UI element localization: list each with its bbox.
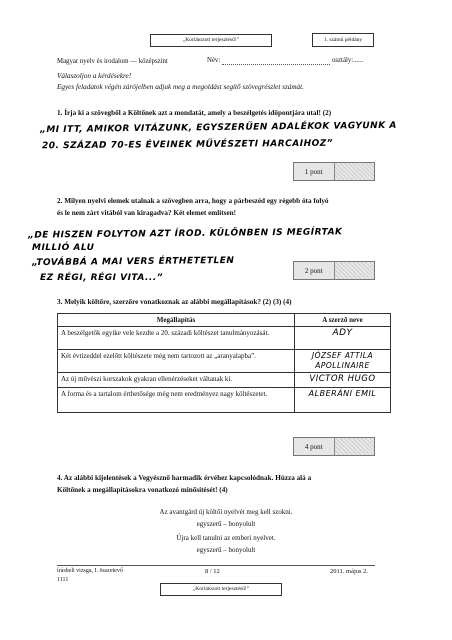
q2-score-label: 2 pont (294, 262, 335, 279)
q2-answer-line-2: MILLIÓ ALU (32, 243, 95, 253)
q2-answer-line-1: „DE HISZEN FOLYTON AZT ÍROD. KÜLÖNBEN IS MEGÍRTAK (27, 227, 343, 241)
q1-answer-line-2: 20. SZÁZAD 70-ES ÉVEINEK MŰVÉSZETI HARCAIHOZ” (41, 138, 334, 152)
table-row (58, 350, 391, 373)
question-3: 3. Melyik költőre, szerzőre vonatkoznak az alábbi megállapítások? (2) (3) (4) (57, 298, 292, 306)
q3-col-author: A szerző neve (295, 314, 391, 327)
question-1: 1. Írja ki a szövegből a Költőnek azt a mondatát, amely a beszélgetés időpontjára utal! (2) (57, 109, 332, 117)
instruction-line-2: Egyes feladatok végén zárójelben adjuk meg a megoldást segítő szövegrészlet számát. (57, 83, 304, 91)
class-label: osztály:...... (332, 57, 364, 64)
q3-table-header (58, 314, 391, 327)
q2-score-field (335, 262, 375, 279)
q1-score-field (335, 163, 375, 180)
q3-statement: Két évtizeddel ezelőtt költészete még nem tartozott az „aranyalapba”. (58, 350, 295, 373)
table-row (58, 327, 391, 350)
q3-answer: JÓZSEF ATTILA APOLLINAIRE (295, 350, 391, 373)
q3-table (57, 313, 391, 413)
footer-divider (57, 565, 375, 566)
q3-score-box (293, 437, 375, 456)
q4-options-1[interactable]: egyszerű – bonyolult (196, 520, 256, 528)
q2-answer-line-4: EZ RÉGI, RÉGI VITA...” (40, 273, 164, 283)
q1-score-box (293, 162, 375, 181)
q3-answer: VICTOR HUGO (295, 373, 391, 388)
q3-statement: Az új művészi korszakok gyakran ellenérzéseket váltanak ki. (58, 373, 295, 388)
q4-statement-1: Az avantgárd új költői nyelvét meg kell szokni. (159, 508, 293, 516)
footer-exam-label: írásbeli vizsga, I. összetevő (57, 568, 123, 574)
q3-answer: ADY (295, 327, 391, 350)
q3-answer: ALBERÁNI EMIL (295, 388, 391, 413)
question-2-line-2: és le nem zárt vitából van kiragadva? Két elemet említsen! (57, 209, 237, 217)
restricted-distribution-box-bottom: „Korlátozott terjesztésű!” (160, 583, 282, 596)
q3-score-label: 4 pont (294, 438, 335, 455)
name-label: Név: (207, 57, 221, 64)
q3-score-field (335, 438, 375, 455)
q2-answer-line-3: „TOVÁBBÁ A MAI VERS ÉRTHETETLEN (31, 255, 235, 269)
q1-score-label: 1 pont (294, 163, 335, 180)
restricted-distribution-box: „Korlátozott terjesztésű!” (150, 34, 272, 47)
name-field[interactable] (222, 63, 330, 65)
page-number: 8 / 12 (205, 568, 220, 575)
copy-number-box: 1. számú példány (312, 33, 374, 47)
q4-statement-2: Újra kell tanulni az emberi nyelvet. (176, 534, 276, 542)
q2-score-box (293, 261, 375, 280)
instruction-line-1: Válaszoljon a kérdésekre! (57, 72, 132, 80)
q3-statement: A beszélgetők egyike vele kezdte a 20. századi költészet tanulmányozását. (58, 327, 295, 350)
q3-col-statement: Megállapítás (58, 314, 295, 327)
footer-code: 1111 (57, 577, 69, 583)
question-4-line-1: 4. Az alábbi kijelentések a Vegyésznő harmadik érvéhez kapcsolódnak. Húzza alá a (57, 474, 312, 482)
table-row (58, 388, 391, 413)
table-row (58, 373, 391, 388)
question-2-line-1: 2. Milyen nyelvi elemek utalnak a szövegben arra, hogy a párbeszéd egy régebb óta folyó (57, 197, 329, 205)
q1-answer-line-1: „MI ITT, AMIKOR VITÁZUNK, EGYSZERŰEN ADALÉKOK VAGYUNK A (39, 120, 397, 136)
footer-date: 2011. május 2. (330, 568, 369, 575)
q4-options-2[interactable]: egyszerű – bonyolult (196, 546, 256, 554)
question-4-line-2: Költőnek a megállapításokra vonatkozó minősítését! (4) (57, 486, 228, 494)
subject-label: Magyar nyelv és irodalom — középszint (57, 58, 168, 65)
q3-statement: A forma és a tartalom érthetősége még nem eredményez nagy költészetet. (58, 388, 295, 413)
